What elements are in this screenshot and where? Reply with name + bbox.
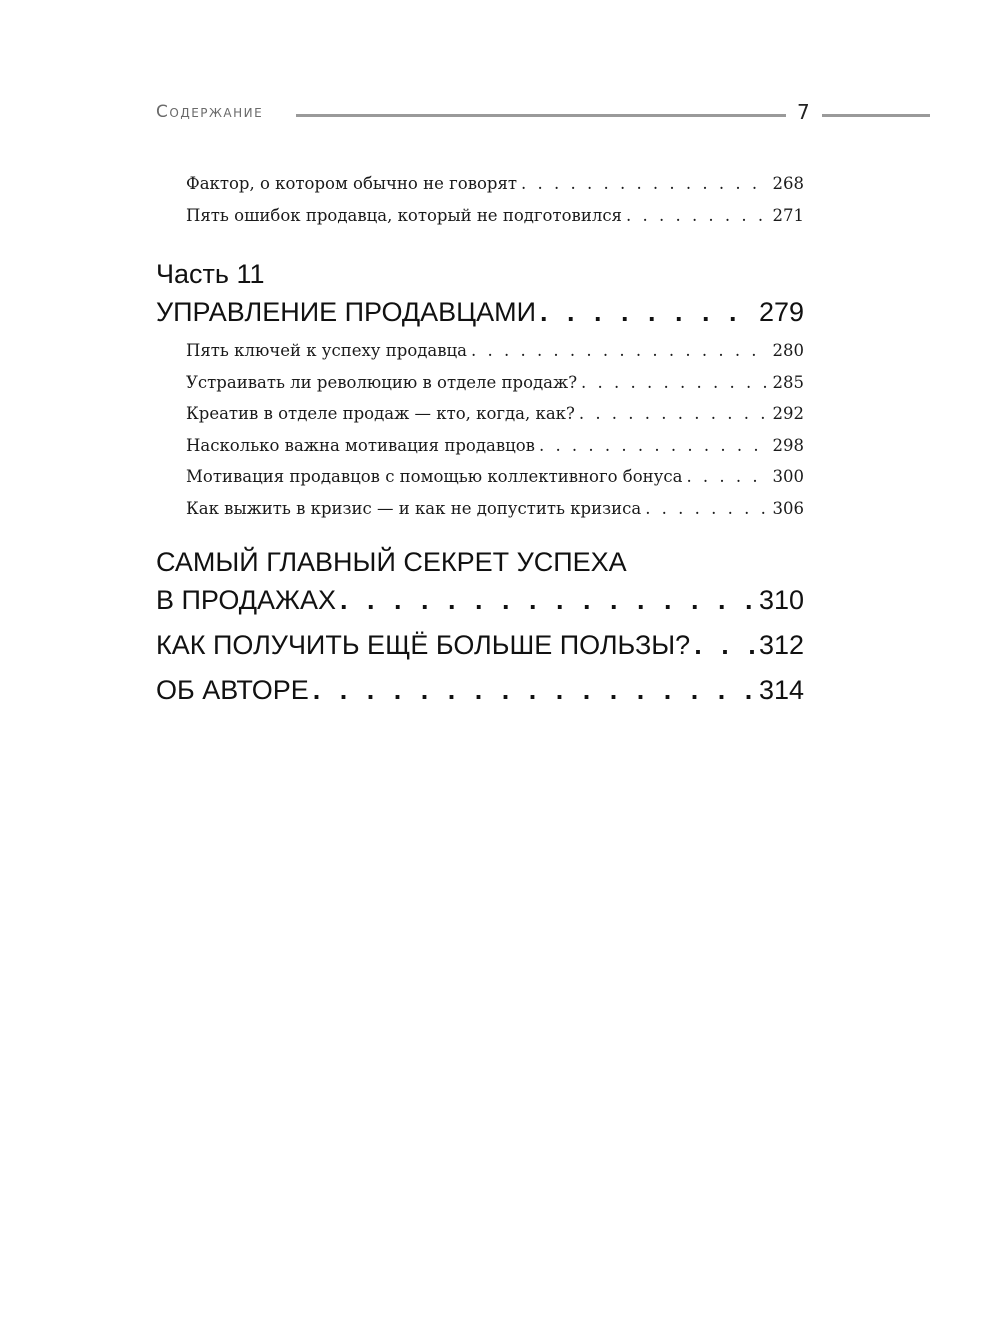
dot-leader xyxy=(579,398,769,430)
toc-entry[interactable]: Пять ключей к успеху продавца . . . 280 xyxy=(156,335,804,367)
dot-leader xyxy=(340,578,755,623)
header-rule-left xyxy=(296,114,786,117)
dot-leader xyxy=(471,335,769,367)
dot-leader xyxy=(581,367,768,399)
dot-leader xyxy=(686,461,768,493)
toc-entry[interactable]: Фактор, о котором обычно не говорят . . . 268 xyxy=(156,168,804,200)
toc-continued-entries xyxy=(156,168,804,231)
page-number: 7 xyxy=(797,100,810,124)
dot-leader xyxy=(645,493,768,525)
dot-leader xyxy=(313,668,755,713)
toc-final-sections xyxy=(156,546,804,713)
header-rule-right xyxy=(822,114,930,117)
toc-secret-title-line2[interactable]: В ПРОДАЖАХ . . . 310 xyxy=(156,578,804,623)
dot-leader xyxy=(626,200,769,232)
dot-leader xyxy=(521,168,768,200)
toc-about-author[interactable]: ОБ АВТОРЕ . . . 314 xyxy=(156,668,804,713)
toc-entry[interactable]: Пять ошибок продавца, который не подготовился . . . 271 xyxy=(156,200,804,232)
toc-part-title[interactable]: УПРАВЛЕНИЕ ПРОДАВЦАМИ . . . 279 xyxy=(156,290,804,335)
part-label: Часть 11 xyxy=(156,259,265,289)
running-header xyxy=(156,100,930,132)
toc-entry[interactable]: Насколько важна мотивация продавцов . . . 298 xyxy=(156,430,804,462)
toc-secret-title-line1[interactable]: САМЫЙ ГЛАВНЫЙ СЕКРЕТ УСПЕХА xyxy=(156,547,627,577)
dot-leader xyxy=(539,430,769,462)
dot-leader xyxy=(694,623,755,668)
toc-entry[interactable]: Устраивать ли революцию в отделе продаж? . . . 285 xyxy=(156,367,804,399)
toc-entry[interactable]: Как выжить в кризис — и как не допустить кризиса . . . 306 xyxy=(156,493,804,525)
toc-part-11 xyxy=(156,258,804,525)
toc-entry[interactable]: Мотивация продавцов с помощью коллективного бонуса . . . 300 xyxy=(156,461,804,493)
dot-leader xyxy=(540,290,755,335)
running-header-title: Содержание xyxy=(156,102,264,122)
toc-entry[interactable]: Креатив в отделе продаж — кто, когда, как? . . . 292 xyxy=(156,398,804,430)
toc-more-benefit[interactable]: КАК ПОЛУЧИТЬ ЕЩЁ БОЛЬШЕ ПОЛЬЗЫ? . . . 312 xyxy=(156,623,804,668)
